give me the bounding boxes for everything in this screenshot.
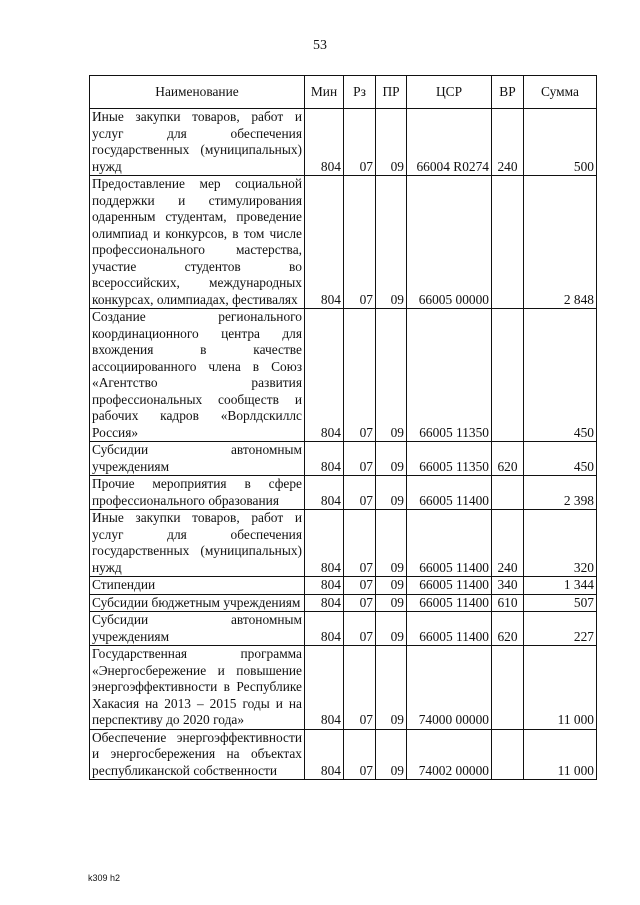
row-min: 804 [305, 646, 344, 730]
row-sum: 11 000 [524, 729, 597, 780]
table-row [90, 476, 597, 510]
row-name: Обеспечение энергоэффективности и энергосбережения на объектах республиканской собственности [90, 729, 305, 780]
row-vr: 340 [492, 577, 524, 595]
row-csr: 66005 11350 [407, 309, 492, 442]
table-row [90, 729, 597, 780]
row-pr: 09 [376, 646, 407, 730]
row-csr: 66005 00000 [407, 176, 492, 309]
row-vr: 610 [492, 594, 524, 612]
row-csr: 66005 11400 [407, 594, 492, 612]
row-min: 804 [305, 594, 344, 612]
footer-code: k309 h2 [88, 873, 121, 883]
header-min: Мин [305, 76, 344, 109]
row-pr: 09 [376, 612, 407, 646]
row-min: 804 [305, 476, 344, 510]
row-vr: 620 [492, 612, 524, 646]
row-csr: 66005 11400 [407, 476, 492, 510]
table-header-row [90, 76, 597, 109]
header-rz: Рз [344, 76, 376, 109]
row-name: Стипендии [90, 577, 305, 595]
row-rz: 07 [344, 729, 376, 780]
row-name: Государственная программа «Энергосбережение и повышение энергоэффективности в Республике Хакасия на 2013 – 2015 годы и на перспективу до 2020 года» [90, 646, 305, 730]
row-pr: 09 [376, 442, 407, 476]
header-csr: ЦСР [407, 76, 492, 109]
header-pr: ПР [376, 76, 407, 109]
row-name: Предоставление мер социальной поддержки и стимулирования одаренным студентам, проведение олимпиад и конкурсов, в том числе профессионального мастерства, участие студентов во всероссийских, международных конкурсах, олимпиадах, фестивалях [90, 176, 305, 309]
row-sum: 227 [524, 612, 597, 646]
row-vr [492, 476, 524, 510]
row-min: 804 [305, 176, 344, 309]
row-sum: 450 [524, 442, 597, 476]
row-min: 804 [305, 442, 344, 476]
row-pr: 09 [376, 594, 407, 612]
row-vr: 240 [492, 109, 524, 176]
row-rz: 07 [344, 109, 376, 176]
row-sum: 2 398 [524, 476, 597, 510]
row-rz: 07 [344, 612, 376, 646]
row-pr: 09 [376, 109, 407, 176]
row-name: Прочие мероприятия в сфере профессионального образования [90, 476, 305, 510]
row-rz: 07 [344, 176, 376, 309]
table-row [90, 577, 597, 595]
row-pr: 09 [376, 176, 407, 309]
row-name: Иные закупки товаров, работ и услуг для обеспечения государственных (муниципальных) нужд [90, 109, 305, 176]
row-vr [492, 309, 524, 442]
row-csr: 66004 R0274 [407, 109, 492, 176]
row-min: 804 [305, 109, 344, 176]
row-min: 804 [305, 577, 344, 595]
row-pr: 09 [376, 729, 407, 780]
row-rz: 07 [344, 646, 376, 730]
row-csr: 74002 00000 [407, 729, 492, 780]
row-sum: 450 [524, 309, 597, 442]
row-rz: 07 [344, 577, 376, 595]
table-row [90, 594, 597, 612]
row-sum: 500 [524, 109, 597, 176]
row-min: 804 [305, 510, 344, 577]
header-vr: ВР [492, 76, 524, 109]
row-min: 804 [305, 729, 344, 780]
row-name: Субсидии бюджетным учреждениям [90, 594, 305, 612]
row-rz: 07 [344, 510, 376, 577]
row-pr: 09 [376, 476, 407, 510]
header-name: Наименование [90, 76, 305, 109]
row-sum: 507 [524, 594, 597, 612]
row-pr: 09 [376, 577, 407, 595]
row-name: Субсидии автономным учреждениям [90, 612, 305, 646]
table-row [90, 612, 597, 646]
row-vr [492, 646, 524, 730]
table-row [90, 109, 597, 176]
row-sum: 1 344 [524, 577, 597, 595]
row-pr: 09 [376, 309, 407, 442]
row-rz: 07 [344, 442, 376, 476]
row-sum: 11 000 [524, 646, 597, 730]
page-number: 53 [313, 38, 327, 53]
row-csr: 66005 11350 [407, 442, 492, 476]
budget-table [89, 75, 597, 780]
row-vr [492, 729, 524, 780]
row-pr: 09 [376, 510, 407, 577]
row-csr: 66005 11400 [407, 577, 492, 595]
row-rz: 07 [344, 476, 376, 510]
row-min: 804 [305, 309, 344, 442]
table-row [90, 646, 597, 730]
row-csr: 74000 00000 [407, 646, 492, 730]
row-name: Субсидии автономным учреждениям [90, 442, 305, 476]
table-row [90, 176, 597, 309]
row-csr: 66005 11400 [407, 612, 492, 646]
header-sum: Сумма [524, 76, 597, 109]
row-sum: 320 [524, 510, 597, 577]
row-vr: 240 [492, 510, 524, 577]
row-rz: 07 [344, 594, 376, 612]
row-name: Создание регионального координационного центра для вхождения в качестве ассоциированного члена в Союз «Агентство развития профессиональных сообществ и рабочих кадров «Ворлдскиллс Россия» [90, 309, 305, 442]
row-sum: 2 848 [524, 176, 597, 309]
row-vr: 620 [492, 442, 524, 476]
row-csr: 66005 11400 [407, 510, 492, 577]
row-min: 804 [305, 612, 344, 646]
table-row [90, 510, 597, 577]
table-row [90, 442, 597, 476]
table-row [90, 309, 597, 442]
row-name: Иные закупки товаров, работ и услуг для обеспечения государственных (муниципальных) нужд [90, 510, 305, 577]
row-vr [492, 176, 524, 309]
row-rz: 07 [344, 309, 376, 442]
